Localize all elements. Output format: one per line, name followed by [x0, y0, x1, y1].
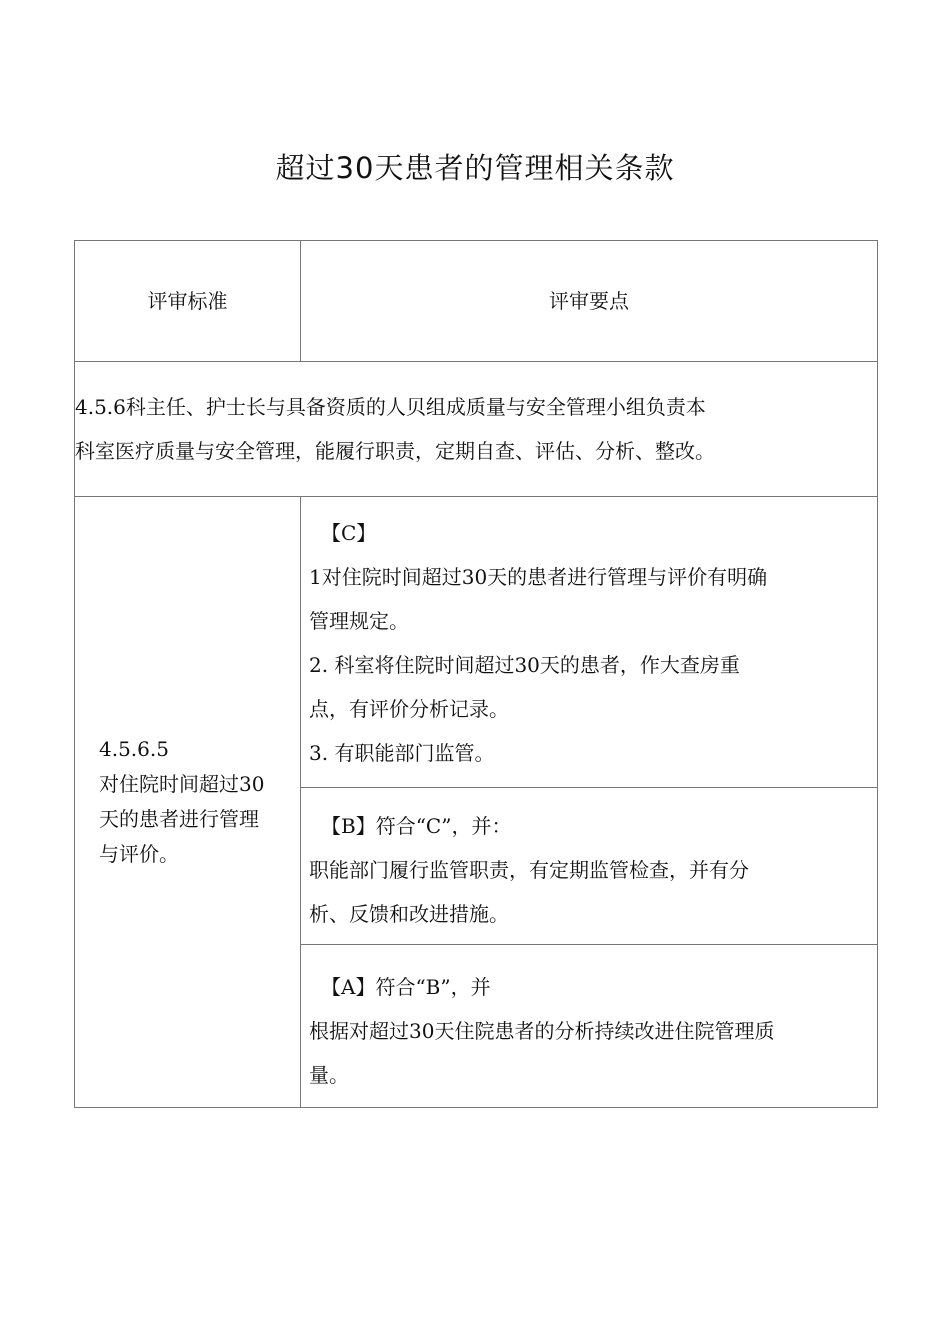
- item-code: 4.5.6.5: [99, 737, 169, 761]
- grade-b-line: 职能部门履行监管职责，有定期监管检查，并有分: [309, 858, 749, 882]
- clause-row: [75, 362, 878, 497]
- item-cell: [75, 497, 301, 1108]
- standards-table: [74, 240, 878, 1108]
- item-text-line: 对住院时间超过30: [99, 772, 265, 796]
- clause-cell: [75, 362, 878, 497]
- grade-c-heading: 【C】: [321, 521, 377, 545]
- grade-c-cell: [301, 497, 878, 788]
- grade-a-cell: [301, 945, 878, 1108]
- grade-c-line: 3. 有职能部门监管。: [309, 741, 495, 765]
- header-row: [75, 241, 878, 362]
- item-row-c: [75, 497, 878, 788]
- clause-line: 科室医疗质量与安全管理，能履行职责，定期自查、评估、分析、整改。: [75, 439, 715, 463]
- header-standard: 评审标准: [75, 241, 301, 362]
- grade-c-line: 管理规定。: [309, 609, 409, 633]
- grade-c-line: 2. 科室将住院时间超过30天的患者，作大查房重: [309, 653, 740, 677]
- grade-c-line: 点，有评价分析记录。: [309, 697, 509, 721]
- clause-line: 4.5.6科主任、护士长与具备资质的人贝组成质量与安全管理小组负责本: [75, 395, 706, 419]
- grade-c-line: 1对住院时间超过30天的患者进行管理与评价有明确: [309, 565, 768, 589]
- grade-b-cell: [301, 788, 878, 945]
- grade-a-line: 量。: [309, 1063, 349, 1087]
- grade-a-line: 根据对超过30天住院患者的分析持续改进住院管理质: [309, 1019, 775, 1043]
- header-key-points: 评审要点: [301, 241, 878, 362]
- grade-b-heading: 【B】符合“C”，并：: [321, 814, 512, 838]
- item-text-line: 与评价。: [99, 842, 179, 866]
- grade-a-heading: 【A】符合“B”，并: [321, 975, 491, 999]
- grade-b-line: 析、反馈和改进措施。: [309, 902, 509, 926]
- page-title: 超过30天患者的管理相关条款: [275, 151, 675, 185]
- item-text-line: 天的患者进行管理: [99, 807, 259, 831]
